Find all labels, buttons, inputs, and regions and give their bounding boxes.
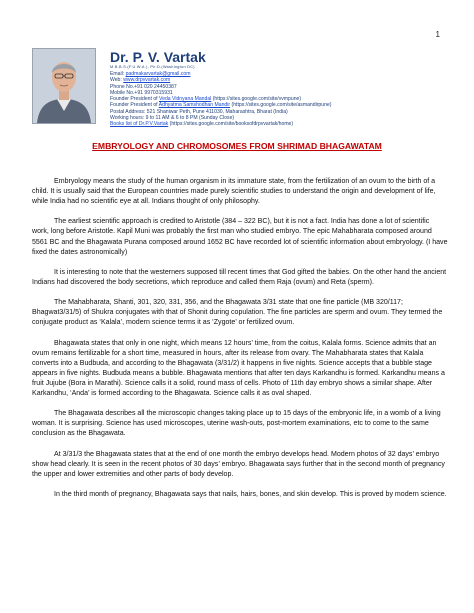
contact-line-web: Web: www.drpvvartak.com <box>110 77 171 84</box>
founder-line-vvm: Founder President of Veda Vidnyana Mandal (https://sites.google.com/site/vvmpune) <box>110 96 302 103</box>
paragraph: It is interesting to note that the westerners supposed till recent times that God gifted the babies. On the other hand the ancient Indians had discovered the body secretions, which reproduce and called them Raja (ovum) and Reta (sperm). <box>32 268 447 286</box>
contact-line-email: Email: padmakarvartak@gmail.com <box>110 71 191 77</box>
paragraph: The Mahabharata, Shanti, 301, 320, 331, 356, and the Bhagawata 3/31 state that one fine particle (MB 320/117; Bhagwat3/31/5) of Shukra conjugates with that of Shonit during copulation. The fine particles are sperm and ovum. They termed the conjugate product as ‘Kalala’, modern science terms it as ‘Zygote’ or fertilized ovum. <box>32 299 443 327</box>
author-header <box>32 44 452 130</box>
vvm-link[interactable]: Veda Vidnyana Mandal <box>159 96 212 103</box>
contact-line-phone: Phone No.+91 020 24450387 <box>110 83 177 90</box>
paragraph: Bhagawata states that only in one night, which means 12 hours’ time, from the coitus, Kalala forms. Science admits that an ovum remains fertilizable for a short time, measured in hours, after its release from ovary. The Mahabharata states that Kalala converts into a Budbuda, and according to the Bhagawata (3/31/2) it happens in five nights. Science accepts that a bubble stage appears in five nights. Budbuda means a bubble. Bhagawata mentions that after ten days Karkandhu is formed. Karkandhu means a fruit Jujube (Bora in Marathi). Science calls it a solid, round mass of cells. Photo of 11th day embryo shows a similar shape. After Karkandhu, ‘Anda’ is formed according to the Bhagawata. Science calls it as oval shaped. <box>32 339 445 397</box>
postal-address: Postal Address: 521 Shaniwar Peth, Pune 411030, Maharashtra, Bharat (India) <box>110 108 288 115</box>
article-body <box>32 177 448 510</box>
founder-line-asm: Founder President of Adhyatma Samshodhan Mandir (https://sites.google.com/site/asmandirpune) <box>110 102 332 109</box>
paragraph: At 3/31/3 the Bhagawata states that at the end of one month the embryo develops head. Modern photos of 32 days’ embryo show head clearly. It is seen in the recent photos of 30 days’ embryo. Bhagawata says further that in the second month of pregnancy the upper and lower extremities and other parts of body develop. <box>32 450 445 478</box>
page-number: 1 <box>435 30 440 39</box>
website-link[interactable]: www.drpvvartak.com <box>123 77 171 84</box>
asm-link[interactable]: Adhyatma Samshodhan Mandir <box>158 102 231 109</box>
paragraph: In the third month of pregnancy, Bhagawata says that nails, hairs, bones, and skin develop. This is proved by modern science. <box>54 490 447 498</box>
author-info <box>110 44 450 128</box>
paragraph: Embryology means the study of the human organism in its immature state, from the fertilization of an ovum to the birth of a child. It is usually said that the European countries made purely scientific studies to understand the origin and development of life, while India had no scientific eye at all. Indians thought of only philosophy. <box>32 178 436 206</box>
books-link[interactable]: Books list of Dr.P.V.Vartak <box>110 121 169 128</box>
author-photo <box>32 48 96 124</box>
paragraph: The earliest scientific approach is credited to Aristotle (384 – 322 BC), but it is not a fact. India has done a lot of scientific work, long before Aristotle. Kapil Muni was probably the first man who studied embryo. The epic Mahabharata composed around 5561 BC and the Bhagawata Purana composed around 1652 BC have recorded lot of scientific information about embryology. (I have fixed the dates astronomically) <box>32 218 448 256</box>
author-qualifications: M.B.B.S.(F.U.W.A.), Ph.D.(Washington DC) <box>110 65 195 69</box>
document-title: EMBRYOLOGY AND CHROMOSOMES FROM SHRIMAD BHAGAWATAM <box>92 141 382 151</box>
contact-line-mobile: Mobile No.+91 9970315931 <box>110 89 173 96</box>
author-name: Dr. P. V. Vartak <box>110 49 206 65</box>
email-link[interactable]: padmakarvartak@gmail.com <box>125 71 191 77</box>
books-line: Books list of Dr.P.V.Vartak (https://sites.google.com/site/booksofdrpvvartak/home) <box>110 121 294 128</box>
working-hours: Working hours: 9 to 11 AM & 6 to 8 PM (Sunday Close) <box>110 115 235 122</box>
paragraph: The Bhagawata describes all the microscopic changes taking place up to 15 days of the embryonic life, in a womb of a living woman. It is surprising. Science has used microscopes, uterine wash-outs, post-mortem examinations, etc to come to the same conclusion as the Bhagawata. <box>32 410 441 438</box>
